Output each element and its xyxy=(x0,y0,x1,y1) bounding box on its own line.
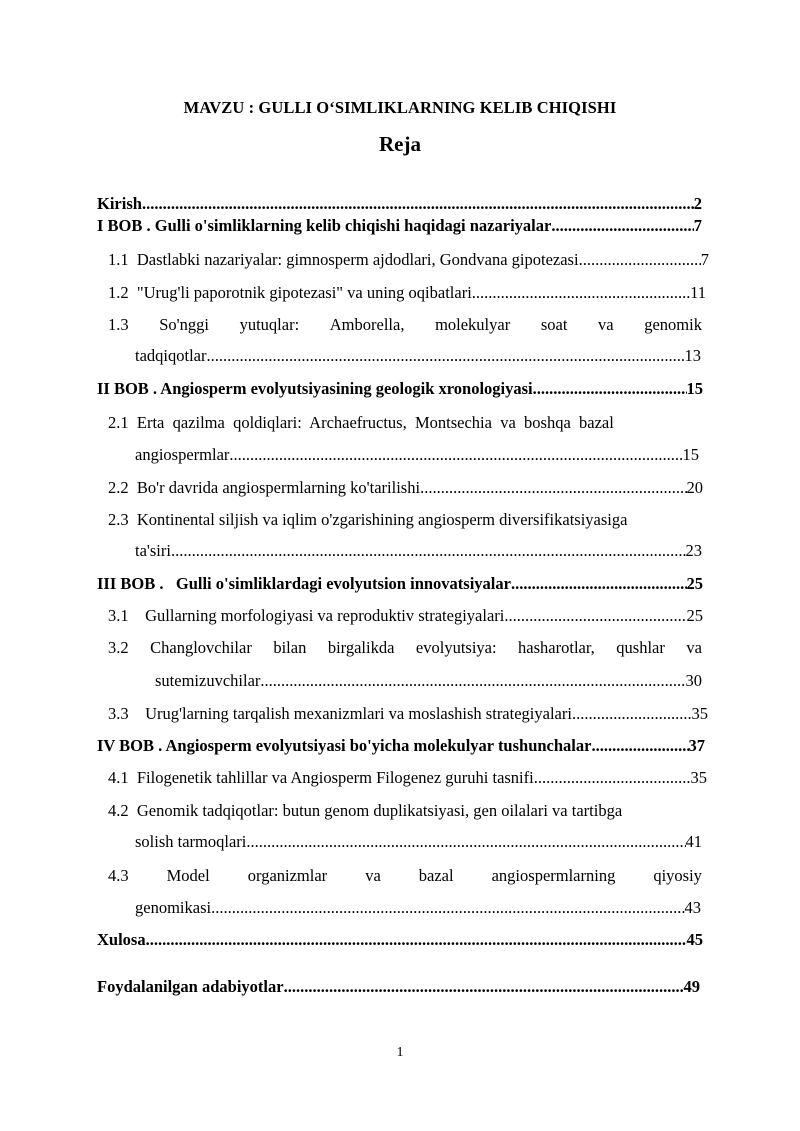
toc-page: 13 xyxy=(684,346,701,365)
toc-word: evolyutsiya: xyxy=(415,638,497,657)
toc-word: So'nggi xyxy=(159,315,209,334)
toc-number: 4.3 xyxy=(108,866,129,885)
toc-number: 4.2 xyxy=(108,801,129,820)
toc-page: 7 xyxy=(693,216,702,235)
toc-entry-adabiyotlar xyxy=(97,977,700,997)
toc-label: Erta qazilma qoldiqlari: Archaefructus, Montsechia va boshqa bazal xyxy=(136,413,614,432)
toc-number: 2.3 xyxy=(108,510,129,529)
toc-label: III BOB . Gulli o'simliklardagi evolyutsion innovatsiyalar xyxy=(97,574,511,593)
toc-label: Kontinental siljish va iqlim o'zgarishining angiosperm diversifikatsiyasiga xyxy=(136,510,628,529)
toc-entry-3-2-line1 xyxy=(108,638,702,658)
toc-page: 20 xyxy=(686,478,703,497)
toc-label: angiospermlar xyxy=(135,445,230,464)
toc-entry-bob1 xyxy=(97,216,702,236)
toc-page: 41 xyxy=(685,832,702,851)
toc-word: qushlar xyxy=(616,638,665,657)
toc-label: Dastlabki nazariyalar: gimnosperm ajdodlari, Gondvana gipotezasi xyxy=(136,250,579,269)
toc-page: 15 xyxy=(686,379,703,398)
toc-label: I BOB . Gulli o'simliklarning kelib chiqishi haqidagi nazariyalar xyxy=(97,216,552,235)
page-number: 1 xyxy=(396,1045,404,1060)
toc-word: yutuqlar: xyxy=(239,315,300,334)
toc-word: soat xyxy=(540,315,568,334)
toc-word: hasharotlar, xyxy=(518,638,595,657)
toc-label: IV BOB . Angiosperm evolyutsiyasi bo'yicha molekulyar tushunchalar xyxy=(97,736,592,755)
document-title: MAVZU : GULLI O‘SIMLIKLARNING KELIB CHIQISHI xyxy=(183,98,617,117)
toc-entry-2-1-line1 xyxy=(108,413,614,433)
toc-entry-2-3-line2 xyxy=(135,541,702,561)
toc-word: bilan xyxy=(273,638,307,657)
toc-number: 3.3 xyxy=(108,704,129,723)
toc-word: Amborella, xyxy=(329,315,405,334)
toc-page: 7 xyxy=(700,250,709,269)
toc-word: angiospermlarning xyxy=(491,866,616,885)
toc-entry-4-2-line2 xyxy=(135,832,702,852)
toc-entry-xulosa xyxy=(97,930,703,950)
toc-number: 3.1 xyxy=(108,606,129,625)
toc-word: qiyosiy xyxy=(653,866,702,885)
toc-word: molekulyar xyxy=(435,315,511,334)
toc-entry-2-1-line2 xyxy=(135,445,699,465)
toc-word: va xyxy=(365,866,381,885)
toc-page: 45 xyxy=(686,930,703,949)
toc-entry-1-2 xyxy=(108,283,706,303)
toc-page: 30 xyxy=(685,671,702,690)
toc-number: 1.1 xyxy=(108,250,129,269)
plan-heading: Reja xyxy=(379,132,421,156)
toc-page: 37 xyxy=(688,736,705,755)
toc-label: Genomik tadqiqotlar: butun genom duplikatsiyasi, gen oilalari va tartibga xyxy=(136,801,623,820)
toc-label: ta'siri xyxy=(135,541,171,560)
toc-number: 2.2 xyxy=(108,478,129,497)
toc-page: 35 xyxy=(690,768,707,787)
toc-page: 25 xyxy=(686,574,703,593)
toc-entry-4-2-line1 xyxy=(108,801,622,821)
toc-label: Gullarning morfologiyasi va reproduktiv strategiyalari xyxy=(145,606,505,625)
toc-entry-2-3-line1 xyxy=(108,510,627,530)
toc-page: 2 xyxy=(693,194,702,213)
toc-word: genomik xyxy=(644,315,702,334)
toc-word: va xyxy=(686,638,702,657)
toc-word: Changlovchilar xyxy=(150,638,252,657)
toc-label: Xulosa xyxy=(97,930,146,949)
toc-number: 1.2 xyxy=(108,283,129,302)
toc-entry-3-3 xyxy=(108,704,708,724)
toc-entry-3-1 xyxy=(108,606,703,626)
toc-entry-4-3-line2 xyxy=(135,898,701,918)
toc-label: genomikasi xyxy=(135,898,212,917)
toc-label: Foydalanilgan adabiyotlar xyxy=(97,977,284,996)
toc-word: organizmlar xyxy=(247,866,328,885)
toc-entry-bob3 xyxy=(97,574,703,594)
toc-label: sutemizuvchilar xyxy=(155,671,261,690)
toc-number: 4.1 xyxy=(108,768,129,787)
toc-label: solish tarmoqlari xyxy=(135,832,247,851)
toc-word: bazal xyxy=(418,866,454,885)
toc-label: "Urug'li paporotnik gipotezasi" va uning oqibatlari xyxy=(136,283,472,302)
toc-label: II BOB . Angiosperm evolyutsiyasining geologik xronologiyasi xyxy=(97,379,533,398)
toc-page: 11 xyxy=(690,283,706,302)
toc-page: 43 xyxy=(684,898,701,917)
toc-word: va xyxy=(598,315,614,334)
toc-entry-3-2-line2 xyxy=(155,671,702,691)
toc-label: tadqiqotlar xyxy=(135,346,207,365)
toc-page: 35 xyxy=(691,704,708,723)
toc-page: 25 xyxy=(686,606,703,625)
toc-label: Bo'r davrida angiospermlarning ko'tarilishi xyxy=(136,478,421,497)
toc-page: 49 xyxy=(683,977,700,996)
toc-entry-4-3-line1 xyxy=(108,866,702,886)
toc-word: birgalikda xyxy=(327,638,395,657)
toc-number: 3.2 xyxy=(108,638,129,657)
toc-number: 2.1 xyxy=(108,413,129,432)
toc-entry-bob2 xyxy=(97,379,703,399)
toc-number: 1.3 xyxy=(108,315,129,334)
toc-page: 23 xyxy=(685,541,702,560)
toc-entry-2-2 xyxy=(108,478,703,498)
toc-page: 15 xyxy=(682,445,699,464)
toc-entry-1-3-line1 xyxy=(108,315,702,335)
toc-word: Model xyxy=(166,866,210,885)
toc-label: Filogenetik tahlillar va Angiosperm Filogenez guruhi tasnifi xyxy=(136,768,534,787)
toc-entry-4-1 xyxy=(108,768,707,788)
toc-entry-1-3-line2 xyxy=(135,346,701,366)
toc-entry-kirish xyxy=(97,194,702,214)
toc-entry-bob4 xyxy=(97,736,705,756)
toc-label: Urug'larning tarqalish mexanizmlari va moslashish strategiyalari xyxy=(145,704,572,723)
toc-label: Kirish xyxy=(97,194,142,213)
toc-entry-1-1 xyxy=(108,250,709,270)
